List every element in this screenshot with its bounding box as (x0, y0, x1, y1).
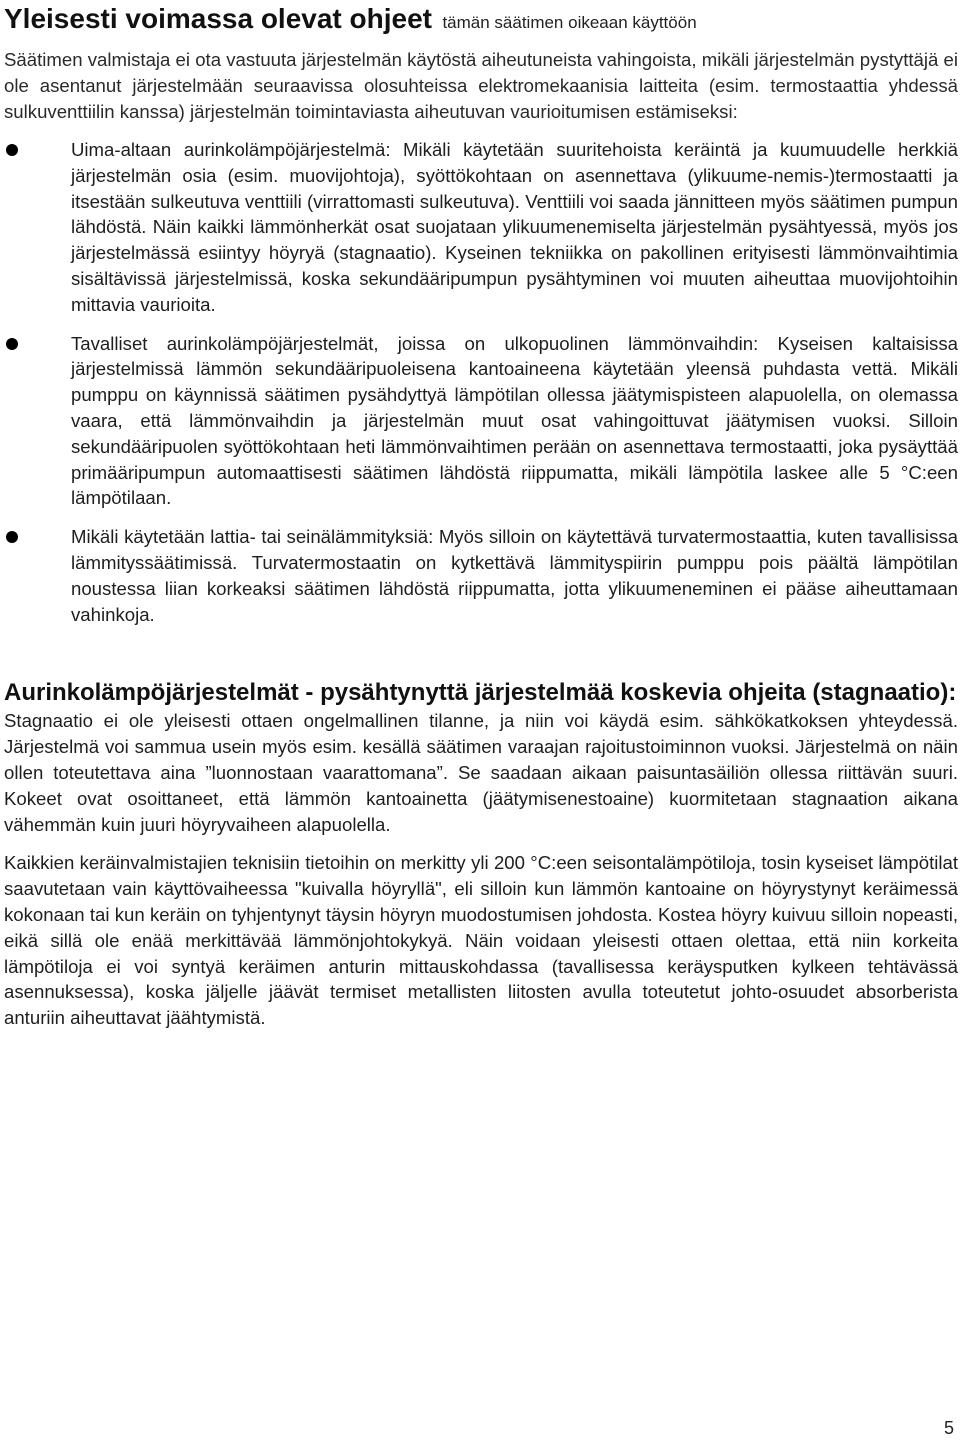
document-page (4, 0, 958, 1031)
stagnation-paragraph-1: Stagnaatio ei ole yleisesti ottaen ongelmallinen tilanne, ja niin voi käydä esim. sähkökatkoksen yhteydessä. Järjestelmä voi sammua usein myös esim. kesällä säätimen varaajan rajoitustoiminnon vuoksi. Järjestelmä on näin ollen toteutettava aina ”luonnostaan vaarattomana”. Se saadaan aikaan paisuntasäiliön ollessa riittävän suuri. Kokeet ovat osoittaneet, että lämmön kantoainetta (jäätymisenestoaine) kuormitetaan stagnaation aikana vähemmän kuin juuri höyryvaiheen alapuolella. (4, 710, 958, 835)
bullet-item-floor-heating (4, 524, 958, 627)
bullet-item-external-exchanger (4, 331, 958, 512)
bullet-text: Tavalliset aurinkolämpöjärjestelmät, joissa on ulkopuolinen lämmönvaihdin: Kyseisen kaltaisissa järjestelmissä lämmön sekundääripuoleisena kantoaineena käytetään yleensä puhdasta vettä. Mikäli pumppu on käynnissä säätimen pysähdyttyä lämpötilan ollessa jäätymispisteen alapuolella, on olemassa vaara, että lämmönvaihdin ja järjestelmän muut osat vahingoittuvat jäätymisen vuoksi. Silloin sekundääripuolen syöttökohtaan heti lämmönvaihtimen perään on asennettava termostaatti, joka pysäyttää primääripumpun automaattisesti säätimen lähdöstä riippumatta, mikäli lämpötila laskee alle 5 °C:een lämpötilaan. (71, 332, 958, 509)
bullet-dot-icon (6, 144, 18, 156)
bullet-item-pool (4, 137, 958, 318)
title-line (4, 2, 958, 41)
page-number: 5 (943, 1418, 954, 1438)
page-title: Yleisesti voimassa olevat ohjeet (4, 3, 432, 34)
intro-paragraph: Säätimen valmistaja ei ota vastuuta järjestelmän käytöstä aiheutuneista vahingoista, mikäli järjestelmän pystyttäjä ei ole asentanut järjestelmään seuraavissa olosuhteissa elektromekaanisia laitteita (esim. termostaattia yhdessä sulkuventtiilin kanssa) järjestelmän toimintaviasta aiheutuvan vaurioitumisen estämiseksi: (4, 49, 958, 122)
bullet-text: Mikäli käytetään lattia- tai seinälämmityksiä: Myös silloin on käytettävä turvatermostaattia, kuten tavallisissa lämmityssäätimissä. Turvatermostaatin on kytkettävä lämmityspiirin pumppu pois päältä lämpötilan noustessa liian korkeaksi säätimen lähdöstä riippumatta, jotta ylikuumeneminen ei pääse aiheuttamaan vahinkoja. (71, 526, 958, 625)
bullet-text: Uima-altaan aurinkolämpöjärjestelmä: Mikäli käytetään suuritehoista keräintä ja kuumuudelle herkkiä järjestelmän osia (esim. muovijohtoja), syöttökohtaan on asennettava (ylikuume-nemis-)termostaatti ja itsestään sulkeutuva venttiili (virrattomasti sulkeutuva). Venttiili voi saada jännitteen myös säätimen pumpun lähdöstä. Näin kaikki lämmönherkät osat suojataan ylikuumenemiselta järjestelmän pysähtyessä, myös jos järjestelmässä esiintyy höyryä (stagnaatio). Kyseinen tekniikka on pakollinen erityisesti lämmönvaihtimia sisältävissä järjestelmissä, koska sekundääripumpun pysähtyminen voi muuten aiheuttaa muovijohtoihin mittavia vaurioita. (71, 139, 958, 315)
bullet-list (4, 137, 958, 627)
stagnation-paragraph-2: Kaikkien keräinvalmistajien teknisiin tietoihin on merkitty yli 200 °C:een seisontalämpötiloja, tosin kyseiset lämpötilat saavutetaan vain käyttövaiheessa "kuivalla höyryllä", eli silloin kun lämmön kantoaine on höyrystynyt keräimessä kokonaan tai kun keräin on tyhjentynyt täysin höyryn muodostumisen johdosta. Kostea höyry kuivuu silloin nopeasti, eikä sillä ole enää merkittävää lämmönjohtokykyä. Näin voidaan yleisesti ottaen olettaa, että niin korkeita lämpötiloja ei voi syntyä keräimen anturin mittauskohdassa (tavallisessa keräysputken kylkeen tehtävässä asennuksessa), koska jäljelle jäävät termiset metallisten liitosten avulla toteutetut johto-osuudet absorberista anturiin aiheuttavat jäähtymistä. (4, 852, 958, 1029)
bullet-dot-icon (6, 338, 18, 350)
bullet-dot-icon (6, 531, 18, 543)
page-subtitle: tämän säätimen oikeaan käyttöön (442, 13, 697, 32)
section-heading: Aurinkolämpöjärjestelmät - pysähtynyttä järjestelmää koskevia ohjeita (stagnaatio): (4, 679, 957, 707)
